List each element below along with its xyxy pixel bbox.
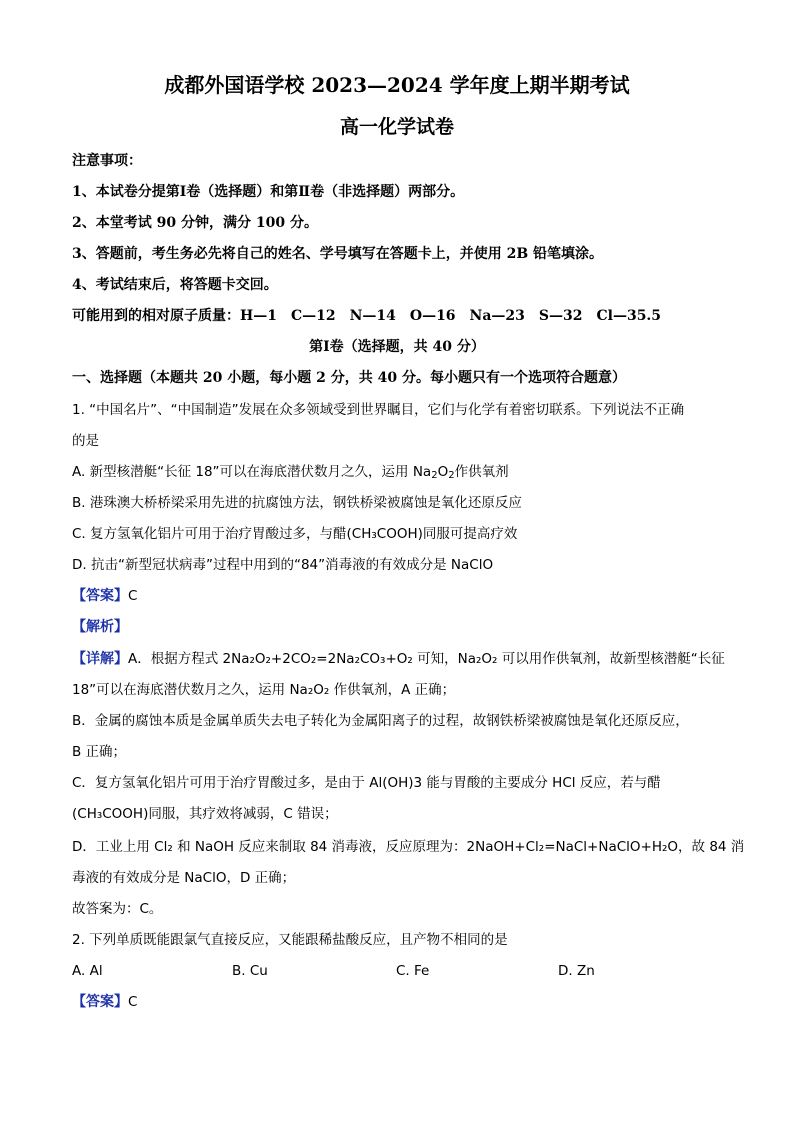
exam-title: 成都外国语学校 2023—2024 学年度上期半期考试 xyxy=(164,73,630,97)
q1-option-b: B. 港珠澳大桥桥梁采用先进的抗腐蚀方法，钢铁桥梁被腐蚀是氧化还原反应 xyxy=(72,495,522,511)
q1-stem-line-2: 的是 xyxy=(72,433,99,449)
notice-item-1: 1、本试卷分提第Ⅰ卷（选择题）和第Ⅱ卷（非选择题）两部分。 xyxy=(72,184,465,200)
q1-detail-c-line-2: (CH₃COOH)同服，其疗效将减弱，C 错误； xyxy=(72,806,338,822)
q2-option-a: A. Al xyxy=(72,963,103,979)
q2-stem: 2. 下列单质既能跟氯气直接反应，又能跟稀盐酸反应，且产物不相同的是 xyxy=(72,932,508,948)
part-1-title: 一、选择题（本题共 20 小题，每小题 2 分，共 40 分。每小题只有一个选项符合题意） xyxy=(72,370,626,386)
q1-detail-label: 【详解】 xyxy=(72,651,128,667)
q1-conclusion: 故答案为：C。 xyxy=(72,901,163,917)
q2-option-b: B. Cu xyxy=(232,963,268,979)
q1-option-d: D. 抗击“新型冠状病毒”过程中用到的“84”消毒液的有效成分是 NaClO xyxy=(72,557,494,573)
q2-answer-value: C xyxy=(128,994,138,1010)
q1-analysis xyxy=(72,618,128,636)
q1-answer-value: C xyxy=(128,588,138,604)
q1-detail-d-line-1: D．工业上用 Cl₂ 和 NaOH 反应来制取 84 消毒液，反应原理为：2NaOH+Cl₂=NaCl+NaClO+H₂O，故 84 消 xyxy=(72,839,745,855)
atomic-mass-line: 可能用到的相对原子质量：H—1 C—12 N—14 O—16 Na—23 S—32 Cl—35.5 xyxy=(72,308,662,324)
q1-option-a-sub-2: 2 xyxy=(448,470,455,481)
q1-detail-b-line-1: B．金属的腐蚀本质是金属单质失去电子转化为金属阳离子的过程，故钢铁桥梁被腐蚀是氧化还原反应， xyxy=(72,713,689,729)
q1-detail-a-line-1 xyxy=(72,650,725,668)
q1-detail-a-line-2: 18”可以在海底潜伏数月之久，运用 Na₂O₂ 作供氧剂，A 正确； xyxy=(72,682,456,698)
q1-option-a-text: A. 新型核潜艇“长征 18”可以在海底潜伏数月之久，运用 Na xyxy=(72,464,432,480)
q2-option-c: C. Fe xyxy=(396,963,430,979)
q1-analysis-label: 【解析】 xyxy=(72,619,128,635)
notice-item-3: 3、答题前，考生务必先将自己的姓名、学号填写在答题卡上，并使用 2B 铅笔填涂。 xyxy=(72,246,604,262)
q1-detail-a-text-1: A．根据方程式 2Na₂O₂+2CO₂=2Na₂CO₃+O₂ 可知，Na₂O₂ 可以用作供氧剂，故新型核潜艇“长征 xyxy=(128,651,725,667)
notice-item-4: 4、考试结束后，将答题卡交回。 xyxy=(72,277,278,293)
q1-option-c: C. 复方氢氧化铝片可用于治疗胃酸过多，与醋(CH₃COOH)同服可提高疗效 xyxy=(72,526,518,542)
q1-answer xyxy=(72,587,137,605)
q2-answer xyxy=(72,993,137,1011)
q1-detail-b-line-2: B 正确； xyxy=(72,744,127,760)
q1-detail-d-line-2: 毒液的有效成分是 NaClO，D 正确； xyxy=(72,870,296,886)
q1-option-a-mid: O xyxy=(437,464,449,480)
notice-item-2: 2、本堂考试 90 分钟，满分 100 分。 xyxy=(72,215,318,231)
q1-option-a xyxy=(72,463,509,481)
q1-option-a-sub-1: 2 xyxy=(431,470,438,481)
notice-heading: 注意事项： xyxy=(72,153,142,169)
exam-subtitle: 高一化学试卷 xyxy=(339,116,454,138)
q2-answer-label: 【答案】 xyxy=(72,994,128,1010)
q1-detail-c-line-1: C．复方氢氧化铝片可用于治疗胃酸过多，是由于 Al(OH)3 能与胃酸的主要成分 HCl 反应，若与醋 xyxy=(72,775,661,791)
q1-answer-label: 【答案】 xyxy=(72,588,128,604)
q1-option-a-post: 作供氧剂 xyxy=(454,464,509,480)
q2-option-d: D. Zn xyxy=(558,963,595,979)
section-1-title: 第Ⅰ卷（选择题，共 40 分） xyxy=(309,339,485,355)
q1-stem-line-1: 1. “中国名片”、“中国制造”发展在众多领域受到世界瞩目，它们与化学有着密切联系。下列说法不正确 xyxy=(72,402,685,418)
